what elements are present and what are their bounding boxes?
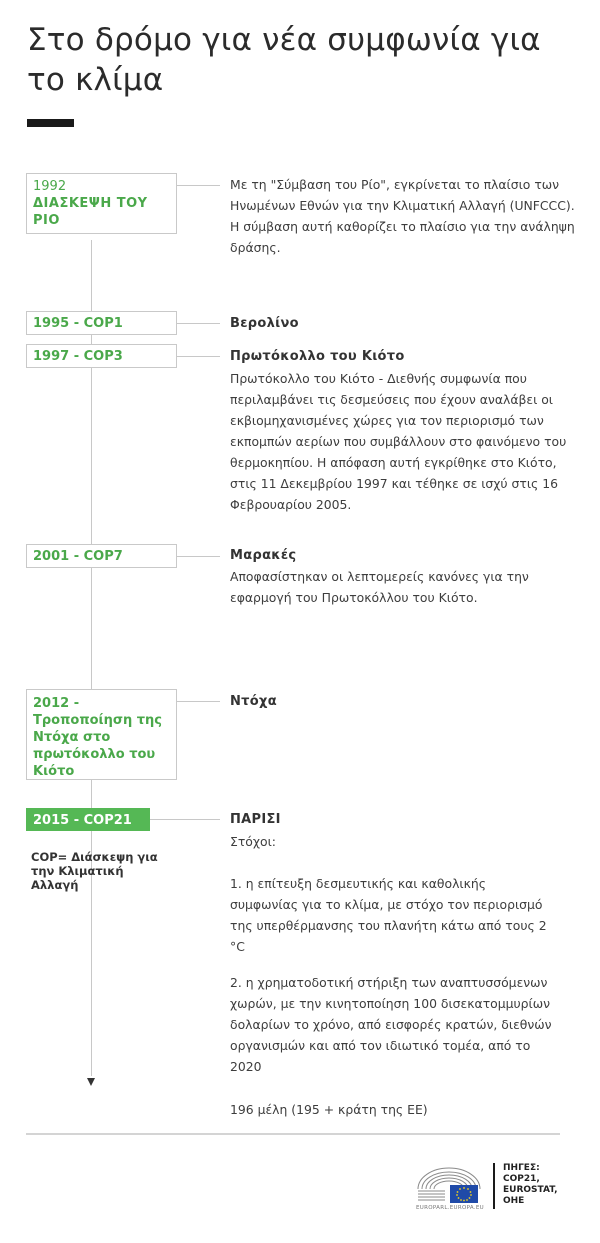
event-heading-2001: Μαρακές (230, 548, 297, 563)
timeline-box-2012: 2012 - Τροποποίηση της Ντόχα στο πρωτόκολλο του Κιότο (26, 689, 177, 780)
timeline-connector (177, 356, 220, 357)
timeline-box-1992 (26, 173, 177, 234)
timeline-connector (177, 556, 220, 557)
event-heading-2015: ΠΑΡΙΣΙ (230, 812, 281, 827)
event-text-1992: Με τη "Σύμβαση του Ρίο", εγκρίνεται το πλαίσιο των Ηνωμένων Εθνών για την Κλιματική Αλλαγή (UNFCCC). Η σύμβαση αυτή καθορίζει το πλαίσιο για την ανάληψη δράσης. (230, 177, 575, 255)
event-goal-1: 1. η επίτευξη δεσμευτικής και καθολικής συμφωνίας για το κλίμα, με στόχο τον περιορισμό της υπερθέρμανσης του πλανήτη κάτω από τους 2 °C (230, 876, 547, 954)
timeline-connector (177, 701, 220, 702)
event-heading-1995: Βερολίνο (230, 316, 299, 331)
event-text-2001: Αποφασίστηκαν οι λεπτομερείς κανόνες για την εφαρμογή του Πρωτοκόλλου του Κιότο. (230, 569, 529, 605)
timeline-year: 1992 (33, 179, 67, 194)
event-goal-2: 2. η χρηματοδοτική στήριξη των αναπτυσσόμενων χωρών, με την κινητοποίηση 100 δισεκατομμυρίων δολαρίων το χρόνο, από εισφορές κρατών, διεθνών οργανισμών και από τον ιδιωτικό τομέα, από το 2020 (230, 975, 552, 1074)
footer-separator (493, 1163, 495, 1209)
timeline-box-2015: 2015 - COP21 (26, 808, 150, 831)
event-members: 196 μέλη (195 + κράτη της ΕΕ) (230, 1102, 428, 1117)
timeline-label: ΔΙΑΣΚΕΨΗ ΤΟΥ ΡΙΟ (33, 196, 148, 228)
timeline-connector (150, 819, 220, 820)
timeline-connector (177, 185, 220, 186)
timeline-box-1995: 1995 - COP1 (26, 311, 177, 335)
page-title: Στο δρόμο για νέα συμφωνία για το κλίμα (27, 22, 541, 98)
timeline-connector (177, 323, 220, 324)
logo-caption: EUROPARL.EUROPA.EU (416, 1205, 484, 1211)
event-heading-2012: Ντόχα (230, 694, 277, 709)
footer-divider (26, 1133, 560, 1135)
timeline-box-2001: 2001 - COP7 (26, 544, 177, 568)
timeline-arrow-icon (87, 1078, 95, 1086)
event-heading-1997: Πρωτόκολλο του Κιότο (230, 349, 405, 364)
event-intro-2015: Στόχοι: (230, 834, 276, 849)
cop-definition-note: COP= Διάσκεψη για την Κλιματική Αλλαγή (31, 850, 158, 892)
sources-note: ΠΗΓΕΣ: COP21, EUROSTAT, OHE (503, 1163, 558, 1206)
timeline-box-1997: 1997 - COP3 (26, 344, 177, 368)
title-underline (27, 119, 74, 127)
event-text-1997: Πρωτόκολλο του Κιότο - Διεθνής συμφωνία που περιλαμβάνει τις δεσμεύσεις που έχουν αναλάβει οι εκβιομηχανισμένες χώρες για τον περιορισμό των εκπομπών αερίων που συμβάλλουν στο φαινόμενο του θερμοκηπίου. Η απόφαση αυτή εγκρίθηκε στο Κιότο, στις 11 Δεκεμβρίου 1997 και τέθηκε σε ισχύ στις 16 Φεβρουαρίου 2005. (230, 371, 567, 512)
